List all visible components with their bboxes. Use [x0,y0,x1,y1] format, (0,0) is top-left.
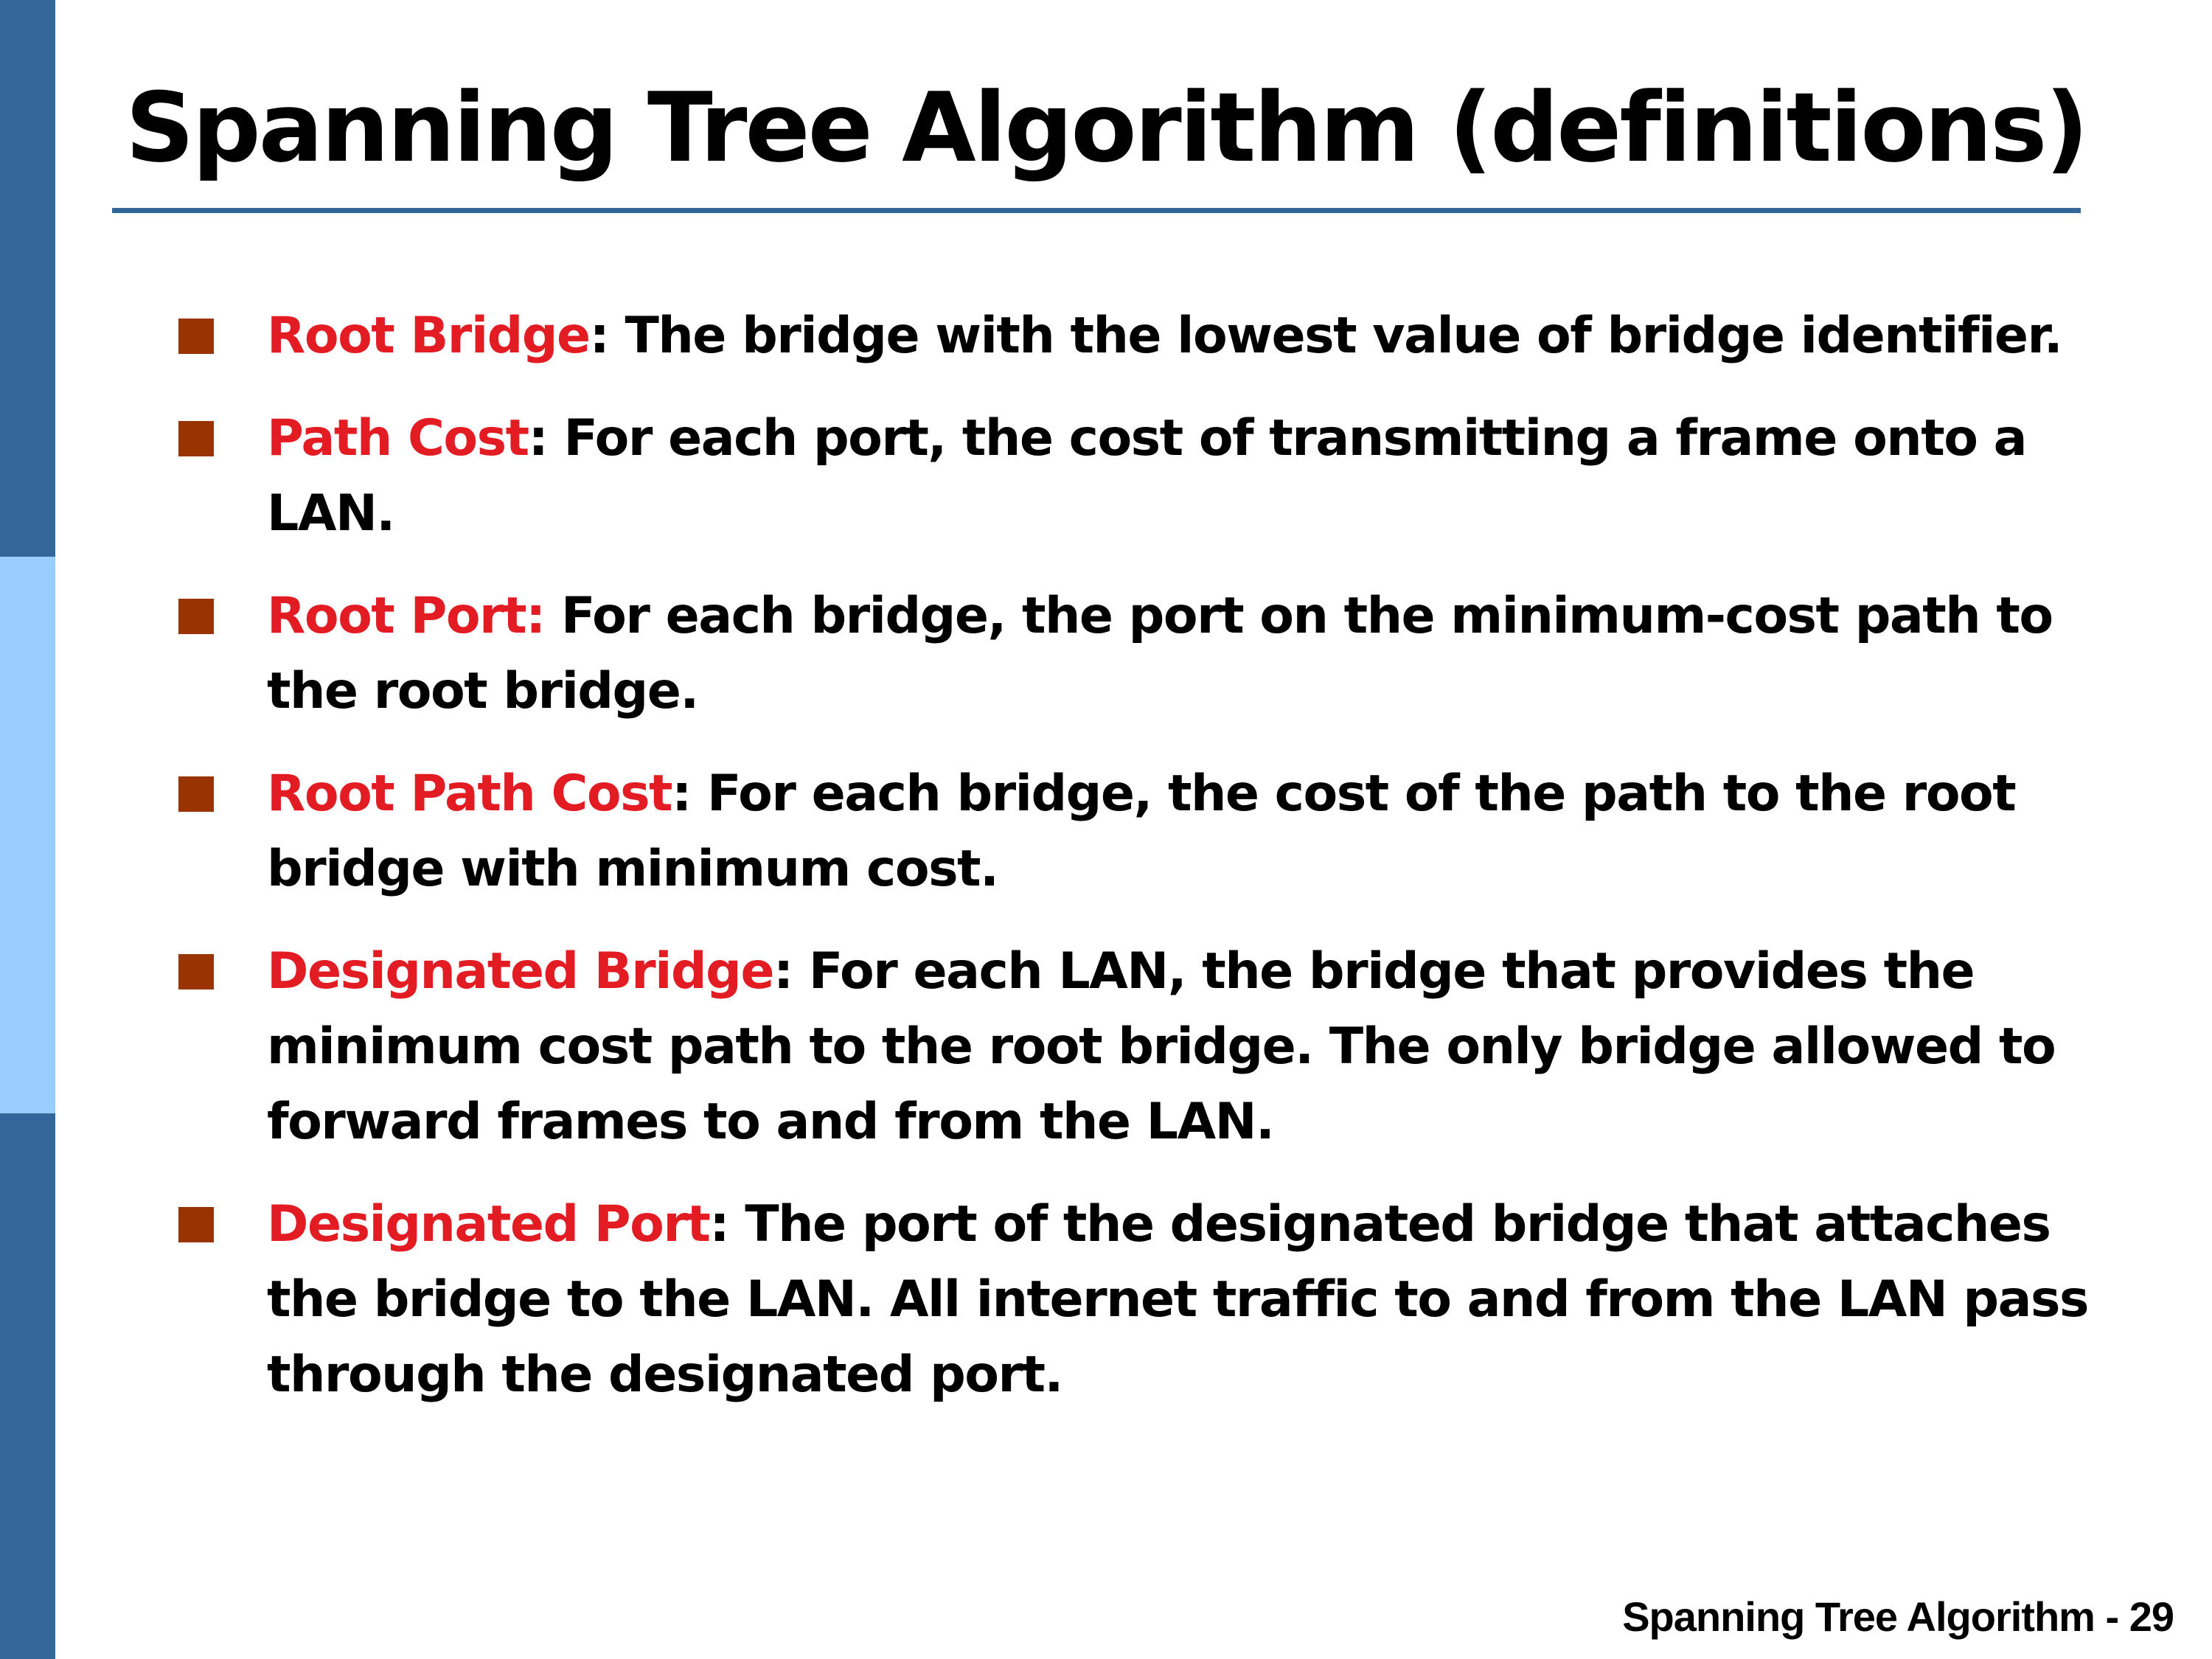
definition-text: For each LAN, the bridge that provides the minimum cost path to the root bridge. The only bridge allowed to forward frames to and from the LAN. [267,942,2056,1151]
definition-text: The port of the designated bridge that attaches the bridge to the LAN. All internet traffic to and from the LAN pass through the designated port. [267,1195,2088,1404]
definition-text: For each bridge, the cost of the path to the root bridge with minimum cost. [267,765,2016,898]
definition-term: Root Path Cost [267,765,672,823]
side-band-bottom [0,1113,55,1659]
definition-text: For each bridge, the port on the minimum-cost path to the root bridge. [267,587,2053,720]
definition-separator: : [589,307,625,365]
square-bullet-icon [178,421,214,456]
side-band-middle [0,557,55,1113]
slide-footer: Spanning Tree Algorithm - 29 [1622,1593,2174,1640]
definition-root-port [177,579,2131,729]
definition-separator: : [672,765,707,823]
definition-root-bridge [177,299,2131,374]
square-bullet-icon [178,776,214,812]
definition-designated-port [177,1187,2131,1413]
definition-text: For each port, the cost of transmitting a frame onto a LAN. [267,409,2026,543]
definition-term: Root Port: [267,587,545,645]
definition-list [177,299,2131,1413]
definition-term: Designated Port [267,1195,710,1253]
side-band-top [0,0,55,557]
definition-designated-bridge [177,934,2131,1160]
definition-path-cost [177,401,2131,552]
definition-separator: : [528,409,564,467]
definition-separator: : [709,1195,745,1253]
definition-root-path-cost [177,757,2131,907]
square-bullet-icon [178,599,214,634]
slide-title: Spanning Tree Algorithm (definitions) [125,72,2087,184]
square-bullet-icon [178,1207,214,1242]
definition-separator [545,587,561,645]
definition-text: The bridge with the lowest value of bridge identifier. [625,307,2062,365]
definition-term: Root Bridge [267,307,590,365]
definition-term: Path Cost [267,409,529,467]
definition-term: Designated Bridge [267,942,773,1001]
square-bullet-icon [178,319,214,354]
title-divider [112,208,2081,213]
square-bullet-icon [178,954,214,990]
definition-separator: : [773,942,809,1001]
